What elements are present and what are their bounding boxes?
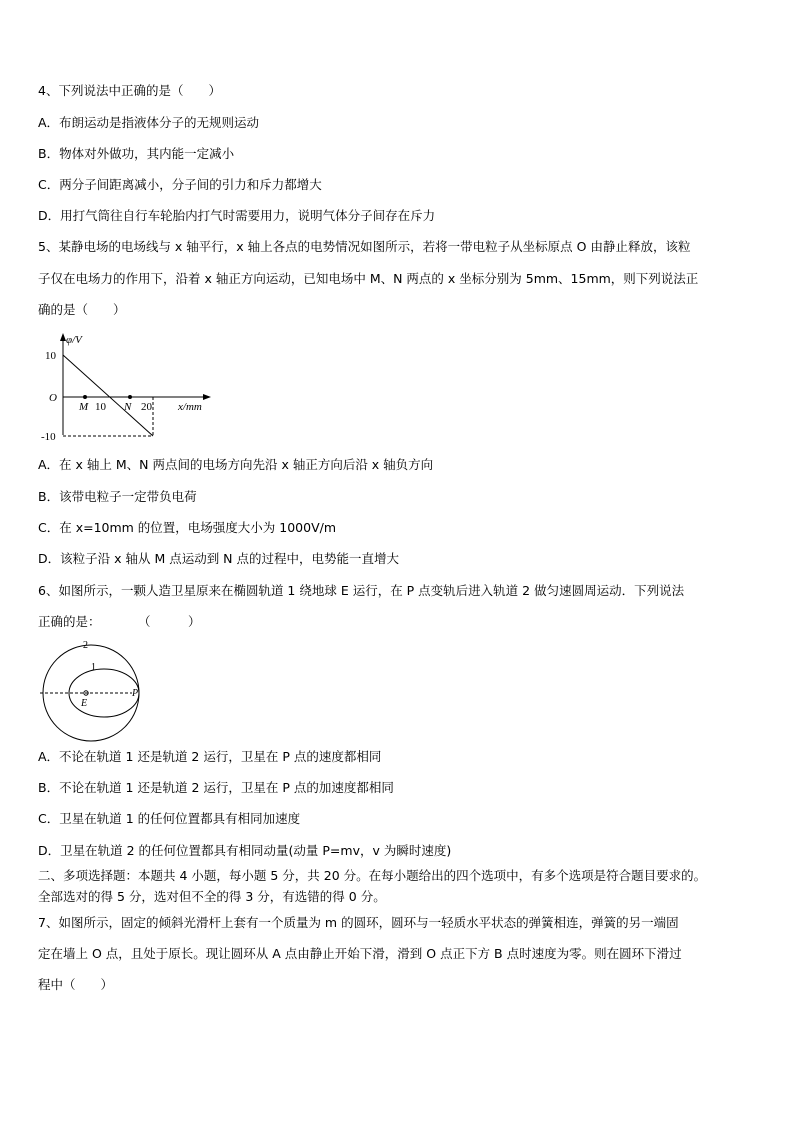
section-2-line-2: 全部选对的得 5 分，选对但不全的得 3 分，有选错的得 0 分。 xyxy=(38,889,386,904)
q5-stem-line-1: 5、某静电场的电场线与 x 轴平行，x 轴上各点的电势情况如图所示，若将一带电粒子从坐标原点 O 由静止释放，该粒 xyxy=(38,239,691,254)
q5-option-c: C．在 x=10mm 的位置，电场强度大小为 1000V/m xyxy=(38,520,337,535)
point-m-label: M xyxy=(79,401,89,413)
q6-option-b: B．不论在轨道 1 还是轨道 2 运行，卫星在 P 点的加速度都相同 xyxy=(38,780,394,795)
q6-option-c: C．卫星在轨道 1 的任何位置都具有相同加速度 xyxy=(38,811,301,826)
q4-option-b: B．物体对外做功，其内能一定减小 xyxy=(38,146,235,161)
q5-option-a: A．在 x 轴上 M、N 两点间的电场方向先沿 x 轴正方向后沿 x 轴负方向 xyxy=(38,457,434,472)
section-2-line-1: 二、多项选择题：本题共 4 小题，每小题 5 分，共 20 分。在每小题给出的四个选项中，有多个选项是符合题目要求的。 xyxy=(38,868,707,883)
q4-option-d: D．用打气筒往自行车轮胎内打气时需要用力，说明气体分子间存在斥力 xyxy=(38,208,436,223)
point-n xyxy=(128,395,132,399)
point-m xyxy=(83,395,87,399)
potential-graph xyxy=(38,330,228,445)
q7-stem-line-1: 7、如图所示，固定的倾斜光滑杆上套有一个质量为 m 的圆环，圆环与一轻质水平状态的弹簧相连，弹簧的另一端固 xyxy=(38,915,679,930)
q4-option-c: C．两分子间距离减小，分子间的引力和斥力都增大 xyxy=(38,177,322,192)
q6-stem-line-1: 6、如图所示，一颗人造卫星原来在椭圆轨道 1 绕地球 E 运行，在 P 点变轨后进入轨道 2 做匀速圆周运动．下列说法 xyxy=(38,583,685,598)
q4-option-a: A．布朗运动是指液体分子的无规则运动 xyxy=(38,115,260,130)
point-n-label: N xyxy=(124,401,132,413)
q5-stem-line-3: 确的是（ ） xyxy=(38,302,126,317)
x-tick-20: 20 xyxy=(141,401,152,413)
y-tick-minus-10: -10 xyxy=(41,431,56,443)
y-axis-label: φ/V xyxy=(66,334,82,346)
x-tick-10: 10 xyxy=(95,401,106,413)
x-axis-label: x/mm xyxy=(178,401,202,413)
q5-option-d: D．该粒子沿 x 轴从 M 点运动到 N 点的过程中，电势能一直增大 xyxy=(38,551,399,566)
point-p-label: P xyxy=(132,688,139,699)
x-axis-arrow xyxy=(203,394,211,400)
q7-stem-line-3: 程中（ ） xyxy=(38,977,114,992)
q6-option-a: A．不论在轨道 1 还是轨道 2 运行，卫星在 P 点的速度都相同 xyxy=(38,749,382,764)
q6-stem-line-2: 正确的是： （ ） xyxy=(38,614,201,629)
orbit-1-ellipse xyxy=(69,669,139,717)
earth-label: E xyxy=(81,698,88,709)
origin-label: O xyxy=(49,392,57,404)
y-tick-10: 10 xyxy=(45,350,56,362)
q6-option-d: D．卫星在轨道 2 的任何位置都具有相同动量(动量 P=mv，v 为瞬时速度) xyxy=(38,843,452,858)
q4-stem: 4、下列说法中正确的是（ ） xyxy=(38,83,221,98)
orbit-2-label: 2 xyxy=(83,640,88,651)
q5-option-b: B．该带电粒子一定带负电荷 xyxy=(38,489,197,504)
orbit-1-label: 1 xyxy=(91,662,96,673)
potential-line xyxy=(63,355,153,436)
q7-stem-line-2: 定在墙上 O 点，且处于原长。现让圆环从 A 点由静止开始下滑，滑到 O 点正下方 B 点时速度为零。则在圆环下滑过 xyxy=(38,946,682,961)
orbit-diagram xyxy=(36,638,146,744)
q5-stem-line-2: 子仅在电场力的作用下，沿着 x 轴正方向运动，已知电场中 M、N 两点的 x 坐标分别为 5mm、15mm，则下列说法正 xyxy=(38,271,699,286)
